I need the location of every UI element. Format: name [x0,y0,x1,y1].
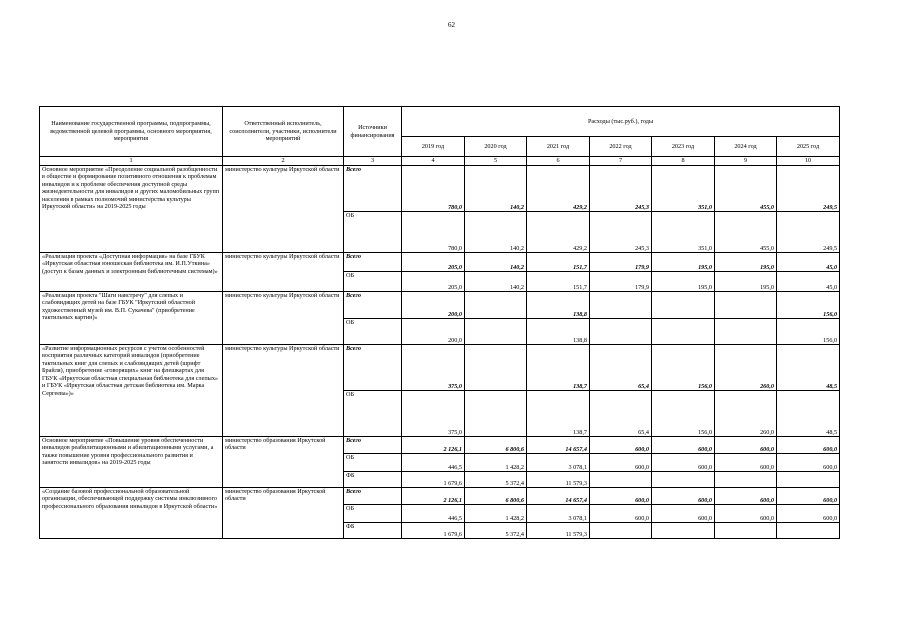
funding-source: Всего [344,488,402,505]
expense-value: 45,0 [777,272,840,292]
expense-value: 5 372,4 [465,523,527,539]
expense-value: 138,7 [527,391,590,437]
expense-value [715,292,777,319]
expense-value: 138,8 [527,292,590,319]
expense-value: 600,0 [590,488,652,505]
expense-value [465,292,527,319]
expense-value: 600,0 [590,437,652,454]
expense-value: 2 126,1 [402,488,465,505]
funding-source: Всего [344,292,402,319]
expense-value: 249,5 [777,212,840,253]
expense-value: 6 800,6 [465,437,527,454]
expense-value: 429,2 [527,166,590,212]
funding-source: Всего [344,253,402,272]
header-year: 2021 год [527,137,590,157]
activity-name: «Создание базовой профессиональной образовательной организации, обеспечивающей поддержку системы инклюзивного профессионального образования инвалидов в Иркутской области» [40,488,223,539]
header-source: Источники финансирования [344,107,402,157]
activity-name: «Реализация проекта «Доступная информация» на базе ГБУК «Иркутская областная юношеская библиотека им. И.П.Уткина» (доступ к базам данных и электронным библиотечным системам)» [40,253,223,292]
activity-executor: министерство культуры Иркутской области [223,345,344,437]
column-number: 5 [465,157,527,166]
expense-value: 351,0 [652,166,715,212]
expense-value: 205,0 [402,272,465,292]
expense-value [465,345,527,391]
expense-value [777,472,840,488]
expense-value: 138,7 [527,345,590,391]
column-number: 6 [527,157,590,166]
expense-value: 200,0 [402,292,465,319]
expense-value: 429,2 [527,212,590,253]
column-number: 1 [40,157,223,166]
funding-source: ОБ [344,454,402,472]
expense-value: 45,0 [777,253,840,272]
expense-value: 600,0 [777,437,840,454]
table-row [40,437,840,454]
expense-value: 195,0 [652,253,715,272]
expense-value [465,319,527,345]
expense-value: 600,0 [777,505,840,523]
expense-value: 151,7 [527,272,590,292]
header-expenses: Расходы (тыс.руб.), годы [402,107,840,137]
activity-executor: министерство культуры Иркутской области [223,166,344,253]
expense-value: 65,4 [590,391,652,437]
expense-value: 245,3 [590,166,652,212]
expense-value: 375,0 [402,345,465,391]
page-number: 62 [448,21,455,29]
expense-value: 600,0 [715,505,777,523]
expense-value: 375,0 [402,391,465,437]
expense-value: 600,0 [590,454,652,472]
column-number: 9 [715,157,777,166]
expense-value: 260,0 [715,391,777,437]
expense-value [652,319,715,345]
expense-value: 5 372,4 [465,472,527,488]
funding-source: ОБ [344,505,402,523]
expense-value: 140,2 [465,272,527,292]
expense-value: 780,0 [402,212,465,253]
expense-value: 249,5 [777,166,840,212]
table-row [40,166,840,212]
expense-value [777,523,840,539]
expense-value [715,472,777,488]
funding-source: ОБ [344,272,402,292]
column-number: 10 [777,157,840,166]
expense-value: 11 579,3 [527,523,590,539]
expense-value: 260,0 [715,345,777,391]
funding-source: Всего [344,166,402,212]
expense-value: 780,0 [402,166,465,212]
expense-value: 195,0 [715,253,777,272]
expense-value: 14 657,4 [527,437,590,454]
expense-value: 156,0 [652,345,715,391]
expense-value [652,292,715,319]
expense-value: 179,9 [590,272,652,292]
expense-value: 455,0 [715,166,777,212]
expense-value: 600,0 [715,488,777,505]
expense-value: 455,0 [715,212,777,253]
funding-source: ОБ [344,319,402,345]
expense-value: 151,7 [527,253,590,272]
expense-value: 3 078,1 [527,505,590,523]
expense-value: 156,0 [652,391,715,437]
header-year: 2022 год [590,137,652,157]
activity-executor: министерство культуры Иркутской области [223,292,344,345]
budget-table [39,106,840,539]
expense-value: 65,4 [590,345,652,391]
expense-value: 446,5 [402,505,465,523]
expense-value: 179,9 [590,253,652,272]
expense-value: 156,0 [777,319,840,345]
activity-executor: министерство культуры Иркутской области [223,253,344,292]
expense-value [715,523,777,539]
expense-value: 351,0 [652,212,715,253]
funding-source: ФБ [344,472,402,488]
expense-value: 3 078,1 [527,454,590,472]
expense-value: 138,8 [527,319,590,345]
column-number: 7 [590,157,652,166]
expense-value: 245,3 [590,212,652,253]
expense-value: 140,2 [465,166,527,212]
activity-name: «Развитие информационных ресурсов с учетом особенностей восприятия различных категорий инвалидов (приобретение тактильных книг для слепых и слабовидящих детей (шрифт Брайля), приобретение «говорящих» книг на флешкартах для ГБУК «Иркутская областная специальная библиотека для слепых» и ГБУК «Иркутская областная детская библиотека им. Марка Сергеева»)» [40,345,223,437]
column-number: 4 [402,157,465,166]
expense-value [590,472,652,488]
expense-value [590,319,652,345]
column-number: 2 [223,157,344,166]
header-year: 2025 год [777,137,840,157]
activity-name: Основное мероприятие «Преодоление социальной разобщенности в обществе и формирование позитивного отношения к проблемам инвалидов и к проблеме обеспечения доступной среды жизнедеятельности для инвалидов и других маломобильных групп населения в рамках полномочий министерства культуры Иркутской области» на 2019-2025 годы [40,166,223,253]
funding-source: ОБ [344,391,402,437]
header-year: 2019 год [402,137,465,157]
table-row [40,253,840,272]
expense-value: 600,0 [652,505,715,523]
column-numbers-row [40,157,840,166]
table-row [40,292,840,319]
expense-value: 600,0 [715,437,777,454]
expense-value: 1 679,6 [402,523,465,539]
activity-name: Основное мероприятие «Повышение уровня обеспеченности инвалидов реабилитационными и абилитационными услугами, а также повышение уровня профессионального развития и занятости инвалидов» на 2019-2025 годы [40,437,223,488]
header-row [40,107,840,137]
expense-value: 195,0 [715,272,777,292]
expense-value: 48,5 [777,345,840,391]
expense-value: 200,0 [402,319,465,345]
expense-value: 140,2 [465,212,527,253]
expense-value [715,319,777,345]
expense-value: 11 579,3 [527,472,590,488]
expense-value: 600,0 [652,437,715,454]
funding-source: Всего [344,437,402,454]
funding-source: ФБ [344,523,402,539]
expense-value: 446,5 [402,454,465,472]
column-number: 8 [652,157,715,166]
header-year: 2024 год [715,137,777,157]
expense-value: 14 657,4 [527,488,590,505]
column-number: 3 [344,157,402,166]
activity-executor: министерство образования Иркутской области [223,488,344,539]
activity-executor: министерство образования Иркутской области [223,437,344,488]
expense-value: 6 800,6 [465,488,527,505]
expense-value: 600,0 [652,454,715,472]
expense-value: 140,2 [465,253,527,272]
expense-value: 1 428,2 [465,454,527,472]
expense-value: 1 428,2 [465,505,527,523]
expense-value [590,523,652,539]
expense-value: 2 126,1 [402,437,465,454]
expense-value: 600,0 [590,505,652,523]
expense-value: 195,0 [652,272,715,292]
expense-value: 600,0 [652,488,715,505]
expense-value: 600,0 [777,488,840,505]
funding-source: ОБ [344,212,402,253]
activity-name: «Реализация проекта "Шаги навстречу" для слепых и слабовидящих детей на базе ГБУК "Иркутский областной художественный музей им. В.П. Сукачева" (приобретение тактильных картин)» [40,292,223,345]
expense-value [590,292,652,319]
expense-value [652,472,715,488]
expense-value: 600,0 [777,454,840,472]
expense-value: 156,0 [777,292,840,319]
header-year: 2023 год [652,137,715,157]
expense-value [652,523,715,539]
table-row [40,345,840,391]
expense-value: 1 679,6 [402,472,465,488]
expense-value: 48,5 [777,391,840,437]
expense-value: 205,0 [402,253,465,272]
expense-value [465,391,527,437]
header-executor: Ответственный исполнитель, соисполнители, участники, исполнители мероприятий [223,107,344,157]
header-year: 2020 год [465,137,527,157]
expense-value: 600,0 [715,454,777,472]
header-name: Наименование государственной программы, подпрограммы, ведомственной целевой программы, основного мероприятия, мероприятия [40,107,223,157]
funding-source: Всего [344,345,402,391]
table-row [40,488,840,505]
